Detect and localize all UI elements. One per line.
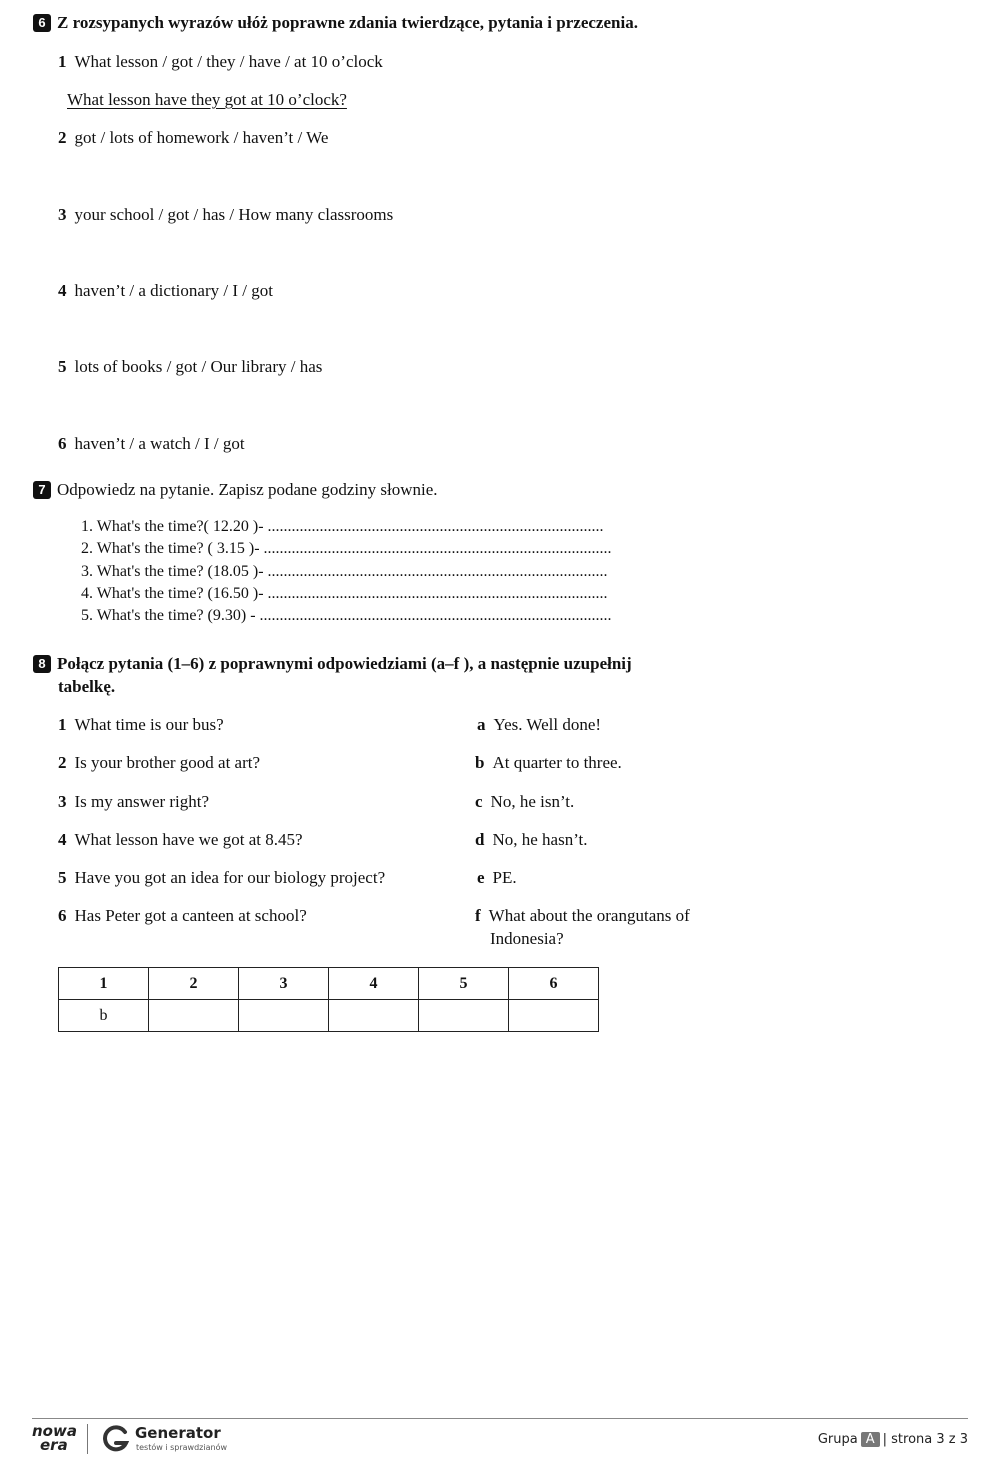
answer-text: At quarter to three. [492, 753, 622, 772]
answer-c [475, 792, 574, 812]
question-text: What lesson have we got at 8.45? [74, 830, 303, 849]
exercise-6-item-2 [58, 128, 328, 148]
item-text: your school / got / has / How many classrooms [74, 205, 394, 224]
exercise-8-title [33, 654, 632, 674]
exercise-6-item-1 [58, 52, 383, 72]
item-text: lots of books / got / Our library / has [74, 357, 323, 376]
question-6 [58, 906, 307, 926]
answer-b [475, 753, 622, 773]
item-number: 6 [58, 434, 67, 453]
generator-subtitle: testów i sprawdzianów [136, 1443, 227, 1452]
generator-logo-icon [101, 1424, 131, 1454]
answer-cell-2[interactable] [149, 1000, 239, 1032]
question-text: Is my answer right? [74, 792, 210, 811]
answer-f [475, 906, 690, 926]
item-text: got / lots of homework / haven’t / We [74, 128, 329, 147]
question-number: 2 [58, 753, 67, 772]
exercise-6-item-6 [58, 434, 245, 454]
exercise-7-number-badge: 7 [33, 481, 51, 499]
question-number: 6 [58, 906, 67, 925]
answer-cell-4[interactable] [329, 1000, 419, 1032]
logo-line-1: nowa [32, 1422, 77, 1440]
answer-text: No, he hasn’t. [492, 830, 588, 849]
item-number: 5 [58, 357, 67, 376]
question-number: 1 [58, 715, 67, 734]
answer-table-answer-row [59, 1000, 599, 1032]
footer-divider [32, 1418, 968, 1419]
answer-cell-1[interactable]: b [59, 1000, 149, 1032]
question-number: 4 [58, 830, 67, 849]
answer-table-header: 1 [59, 968, 149, 1000]
answer-f-continued: Indonesia? [490, 929, 564, 948]
generator-title: Generator [135, 1424, 221, 1442]
answer-table-header: 2 [149, 968, 239, 1000]
exercise-6-number-badge: 6 [33, 14, 51, 32]
answer-cell-3[interactable] [239, 1000, 329, 1032]
question-3 [58, 792, 209, 812]
answer-table-header: 4 [329, 968, 419, 1000]
page-number: | strona 3 z 3 [882, 1432, 968, 1447]
answer-text: What about the orangutans of [488, 906, 690, 925]
question-number: 3 [58, 792, 67, 811]
time-question-4: 4. What's the time? (16.50 )- ..................................................................................... [81, 585, 608, 602]
answer-table [58, 967, 599, 1032]
exercise-7-instruction: Odpowiedz na pytanie. Zapisz podane godziny słownie. [57, 480, 438, 499]
question-text: What time is our bus? [74, 715, 224, 734]
answer-cell-6[interactable] [509, 1000, 599, 1032]
question-1 [58, 715, 224, 735]
exercise-6-item-5 [58, 357, 322, 377]
footer-logo-separator [87, 1424, 88, 1454]
answer-letter: e [477, 868, 485, 887]
group-badge: A [861, 1432, 880, 1447]
answer-letter: c [475, 792, 483, 811]
item-number: 1 [58, 52, 67, 71]
exercise-7-title [33, 480, 438, 500]
question-5 [58, 868, 385, 888]
item-number: 4 [58, 281, 67, 300]
answer-a [477, 715, 601, 735]
exercise-8-instruction-line2: tabelkę. [58, 677, 116, 696]
group-label: Grupa [817, 1432, 858, 1447]
question-4 [58, 830, 303, 850]
answer-letter: f [475, 906, 481, 925]
answer-text: Yes. Well done! [493, 715, 602, 734]
answer-e [477, 868, 517, 888]
answer-table-header-row [59, 968, 599, 1000]
time-question-3: 3. What's the time? (18.05 )- ..................................................................................... [81, 563, 608, 580]
item-text: haven’t / a dictionary / I / got [74, 281, 273, 300]
answer-text: No, he isn’t. [490, 792, 575, 811]
page-info [818, 1432, 968, 1447]
exercise-6-item-3 [58, 205, 393, 225]
answer-table-header: 3 [239, 968, 329, 1000]
exercise-6-example-answer: What lesson have they got at 10 o’clock? [67, 90, 347, 109]
time-question-5: 5. What's the time? (9.30) - ........................................................................................ [81, 607, 612, 624]
time-question-2: 2. What's the time? ( 3.15 )- ....................................................................................... [81, 540, 612, 557]
item-number: 2 [58, 128, 67, 147]
answer-table-header: 5 [419, 968, 509, 1000]
exercise-6-item-4 [58, 281, 273, 301]
answer-letter: a [477, 715, 486, 734]
answer-letter: b [475, 753, 485, 772]
exercise-6-instruction: Z rozsypanych wyrazów ułóż poprawne zdania twierdzące, pytania i przeczenia. [57, 13, 638, 32]
answer-table-header: 6 [509, 968, 599, 1000]
question-2 [58, 753, 260, 773]
logo-line-2: era [40, 1436, 68, 1454]
nowa-era-logo [32, 1424, 77, 1452]
answer-d [475, 830, 588, 850]
exercise-6-title [33, 13, 638, 33]
item-text: haven’t / a watch / I / got [74, 434, 245, 453]
answer-text: PE. [492, 868, 517, 887]
question-text: Have you got an idea for our biology project? [74, 868, 386, 887]
time-question-1: 1. What's the time?( 12.20 )- .................................................................................... [81, 518, 604, 535]
question-text: Has Peter got a canteen at school? [74, 906, 307, 925]
item-number: 3 [58, 205, 67, 224]
answer-cell-5[interactable] [419, 1000, 509, 1032]
question-text: Is your brother good at art? [74, 753, 261, 772]
answer-letter: d [475, 830, 485, 849]
exercise-8-number-badge: 8 [33, 655, 51, 673]
item-text: What lesson / got / they / have / at 10 o’clock [74, 52, 383, 71]
question-number: 5 [58, 868, 67, 887]
exercise-8-instruction-line1: Połącz pytania (1–6) z poprawnymi odpowiedziami (a–f ), a następnie uzupełnij [57, 654, 632, 673]
